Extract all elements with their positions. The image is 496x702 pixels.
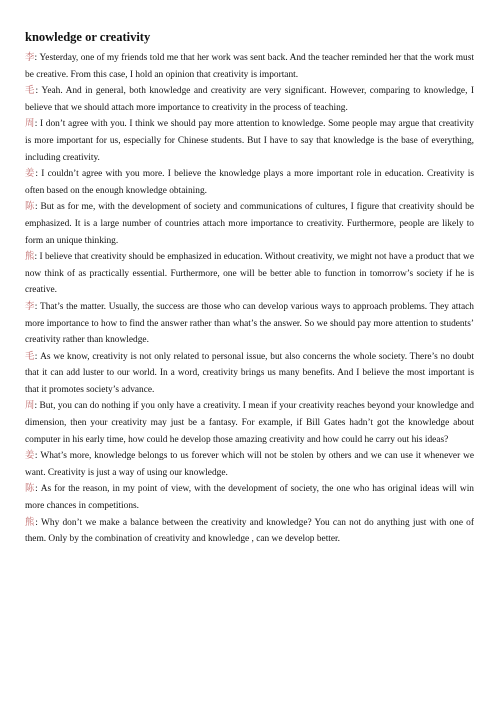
dialogue [25,50,474,548]
speaker-name: 周 [25,401,35,412]
paragraph-text: : What’s more, knowledge belongs to us forever which will not be stolen by others and we can use it whenever we want. Creativity is just a way of using our knowledge. [25,451,474,478]
speaker-name: 李 [25,53,35,63]
speaker-name: 周 [25,119,35,130]
paragraph-text: : But as for me, with the development of society and communications of cultures, I figure that creativity should be emphasized. It is a large number of countries attach more importance to creativity. Furthermore, people are likely to form an unique thinking. [25,202,474,246]
speaker-name: 熊 [25,252,35,263]
speaker-name: 姜 [25,169,36,180]
dialogue-paragraph [25,116,474,166]
document-page [25,29,474,548]
speaker-name: 陈 [25,484,36,495]
paragraph-text: : That’s the matter. Usually, the success are those who can develop various ways to approach problems. They attach more importance to how to find the answer rather than what’s the answer. So we should pay more attention to students’ creativity rather than knowledge. [25,301,474,346]
speaker-name: 陈 [25,202,35,213]
paragraph-text: : I believe that creativity should be emphasized in education. Without creativity, we might not have a product that we now think of as practically essential. Furthermore, one will be better able to function in tomorrow’s society if he is creative. [25,252,474,296]
dialogue-paragraph [25,299,474,349]
dialogue-paragraph [25,166,474,199]
paragraph-text: : But, you can do nothing if you only have a creativity. I mean if your creativity reaches beyond your knowledge and dimension, then your creativity may just be a fantasy. For example, if Bill Gates hadn’t got the knowledge about computer in his early time, how could he develop those amazing creativity and how could he carry out his ideas? [25,401,474,445]
speaker-name: 李 [25,301,35,312]
paragraph-text: : I don’t agree with you. I think we should pay more attention to knowledge. Some people may argue that creativity is more important for us, especially for Chinese students. But I have to say that knowledge is the base of everything, including creativity. [25,119,474,163]
speaker-name: 姜 [25,451,35,462]
dialogue-paragraph [25,199,474,249]
dialogue-paragraph [25,249,474,299]
dialogue-paragraph [25,50,474,83]
dialogue-paragraph [25,448,474,481]
paragraph-text: : Yeah. And in general, both knowledge and creativity are very significant. However, comparing to knowledge, I believe that we should attach more importance to creativity in the process of teaching. [25,86,474,113]
dialogue-paragraph [25,398,474,448]
paragraph-text: : Yesterday, one of my friends told me that her work was sent back. And the teacher reminded her that the work must be creative. From this case, I hold an opinion that creativity is important. [25,53,474,80]
speaker-name: 毛 [25,86,36,97]
dialogue-paragraph [25,349,474,399]
paragraph-text: : As we know, creativity is not only related to personal issue, but also concerns the whole society. There’s no doubt that it can add luster to our world. In a word, creativity brings us many benefits. And I believe the most important is that it promotes society’s advance. [25,351,474,395]
document-title: knowledge or creativity [25,30,151,44]
speaker-name: 熊 [25,517,36,528]
dialogue-paragraph [25,83,474,116]
speaker-name: 毛 [25,351,35,362]
paragraph-text: : As for the reason, in my point of view, with the development of society, the one who has original ideas will win more chances in competitions. [25,484,474,512]
dialogue-paragraph [25,515,474,548]
paragraph-text: : I couldn’t agree with you more. I believe the knowledge plays a more important role in education. Creativity is often based on the enough knowledge obtaining. [25,169,474,196]
dialogue-paragraph [25,481,474,514]
paragraph-text: : Why don’t we make a balance between the creativity and knowledge? You can not do anything just with one of them. Only by the combination of creativity and knowledge , can we develop better. [25,517,474,545]
